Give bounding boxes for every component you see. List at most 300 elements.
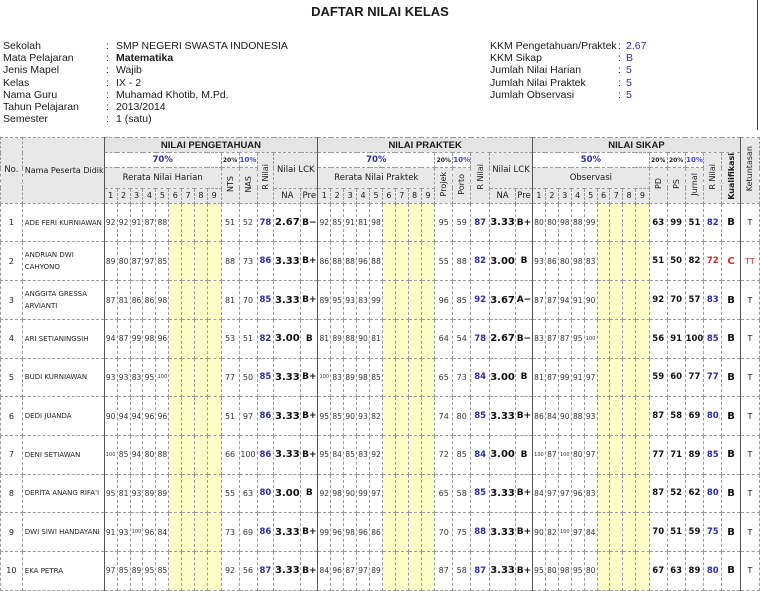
pengetahuan-predikat[interactable]: B+ xyxy=(301,435,318,474)
k-score-cell[interactable] xyxy=(421,242,435,281)
p-score-cell[interactable] xyxy=(182,397,195,436)
k-score-cell[interactable] xyxy=(421,203,435,242)
p-score-cell[interactable]: 98 xyxy=(143,319,156,358)
nts-cell[interactable]: 73 xyxy=(221,513,239,552)
ketuntasan-cell[interactable]: T xyxy=(740,474,759,513)
s-score-cell[interactable] xyxy=(635,358,649,397)
pd-cell[interactable]: 92 xyxy=(649,281,667,320)
praktek-rnilai[interactable]: 78 xyxy=(471,319,490,358)
k-score-cell[interactable]: 99 xyxy=(318,513,331,552)
p-score-cell[interactable] xyxy=(207,435,221,474)
p-score-cell[interactable]: 99 xyxy=(130,319,143,358)
p-score-cell[interactable]: 93 xyxy=(117,513,130,552)
pengetahuan-predikat[interactable]: B+ xyxy=(301,551,318,590)
s-score-cell[interactable]: 90 xyxy=(532,513,545,552)
k-score-cell[interactable] xyxy=(408,358,421,397)
ketuntasan-cell[interactable]: T xyxy=(740,397,759,436)
k-score-cell[interactable] xyxy=(421,513,435,552)
s-score-cell[interactable] xyxy=(610,474,623,513)
k-score-cell[interactable] xyxy=(421,319,435,358)
kualifikasi-cell[interactable]: C xyxy=(722,242,741,281)
s-score-cell[interactable]: 88 xyxy=(571,203,584,242)
pengetahuan-rnilai[interactable]: 87 xyxy=(257,551,274,590)
s-score-cell[interactable] xyxy=(610,358,623,397)
p-score-cell[interactable]: 85 xyxy=(117,551,130,590)
nts-cell[interactable]: 53 xyxy=(221,319,239,358)
k-score-cell[interactable] xyxy=(382,242,395,281)
s-score-cell[interactable]: 91 xyxy=(571,281,584,320)
s-score-cell[interactable] xyxy=(623,242,636,281)
ketuntasan-cell[interactable]: T xyxy=(740,435,759,474)
s-score-cell[interactable]: 97 xyxy=(558,474,571,513)
pd-cell[interactable]: 87 xyxy=(649,474,667,513)
p-score-cell[interactable]: 87 xyxy=(104,281,117,320)
k-score-cell[interactable]: 89 xyxy=(318,281,331,320)
pd-cell[interactable]: 51 xyxy=(649,242,667,281)
p-score-cell[interactable] xyxy=(207,474,221,513)
p-score-cell[interactable] xyxy=(169,474,182,513)
projek-cell[interactable]: 72 xyxy=(435,435,453,474)
jurnal-cell[interactable]: 57 xyxy=(685,281,704,320)
s-score-cell[interactable] xyxy=(635,319,649,358)
nts-cell[interactable]: 55 xyxy=(221,474,239,513)
praktek-na[interactable]: 3.00 xyxy=(490,242,516,281)
s-score-cell[interactable] xyxy=(623,435,636,474)
s-score-cell[interactable] xyxy=(635,551,649,590)
s-score-cell[interactable]: 87 xyxy=(558,319,571,358)
s-score-cell[interactable]: 80 xyxy=(545,551,558,590)
k-score-cell[interactable] xyxy=(421,551,435,590)
p-score-cell[interactable]: 100 xyxy=(156,358,169,397)
p-score-cell[interactable] xyxy=(194,551,207,590)
k-score-cell[interactable] xyxy=(408,474,421,513)
k-score-cell[interactable]: 85 xyxy=(344,435,357,474)
k-score-cell[interactable]: 83 xyxy=(357,281,370,320)
ps-cell[interactable]: 70 xyxy=(667,281,685,320)
k-score-cell[interactable]: 93 xyxy=(357,397,370,436)
s-score-cell[interactable]: 97 xyxy=(571,513,584,552)
s-score-cell[interactable]: 83 xyxy=(584,474,597,513)
s-score-cell[interactable]: 86 xyxy=(532,397,545,436)
p-score-cell[interactable]: 85 xyxy=(156,551,169,590)
praktek-predikat[interactable]: B+ xyxy=(516,474,533,513)
k-score-cell[interactable]: 100 xyxy=(318,358,331,397)
k-score-cell[interactable]: 89 xyxy=(344,358,357,397)
s-score-cell[interactable]: 84 xyxy=(545,397,558,436)
pengetahuan-na[interactable]: 3.00 xyxy=(274,474,301,513)
p-score-cell[interactable] xyxy=(207,281,221,320)
p-score-cell[interactable]: 80 xyxy=(143,435,156,474)
s-score-cell[interactable] xyxy=(597,242,610,281)
projek-cell[interactable]: 95 xyxy=(435,203,453,242)
praktek-na[interactable]: 3.33 xyxy=(490,513,516,552)
praktek-predikat[interactable]: A− xyxy=(516,281,533,320)
s-score-cell[interactable]: 88 xyxy=(571,397,584,436)
p-score-cell[interactable]: 94 xyxy=(104,319,117,358)
s-score-cell[interactable]: 84 xyxy=(584,513,597,552)
sikap-rnilai[interactable]: 80 xyxy=(704,551,722,590)
p-score-cell[interactable] xyxy=(207,551,221,590)
porto-cell[interactable]: 54 xyxy=(453,319,471,358)
k-score-cell[interactable] xyxy=(395,358,408,397)
s-score-cell[interactable] xyxy=(610,281,623,320)
projek-cell[interactable]: 87 xyxy=(435,551,453,590)
p-score-cell[interactable] xyxy=(182,319,195,358)
nts-cell[interactable]: 77 xyxy=(221,358,239,397)
pengetahuan-rnilai[interactable]: 80 xyxy=(257,474,274,513)
p-score-cell[interactable] xyxy=(194,242,207,281)
k-score-cell[interactable] xyxy=(382,358,395,397)
s-score-cell[interactable]: 83 xyxy=(584,242,597,281)
ps-cell[interactable]: 51 xyxy=(667,513,685,552)
porto-cell[interactable]: 85 xyxy=(453,435,471,474)
ketuntasan-cell[interactable]: T xyxy=(740,358,759,397)
k-score-cell[interactable] xyxy=(421,474,435,513)
k-score-cell[interactable]: 95 xyxy=(318,397,331,436)
s-score-cell[interactable]: 90 xyxy=(584,281,597,320)
praktek-predikat[interactable]: B+ xyxy=(516,203,533,242)
nas-cell[interactable]: 50 xyxy=(239,358,257,397)
k-score-cell[interactable]: 81 xyxy=(370,319,383,358)
praktek-predikat[interactable]: B+ xyxy=(516,397,533,436)
s-score-cell[interactable] xyxy=(623,474,636,513)
k-score-cell[interactable] xyxy=(421,397,435,436)
s-score-cell[interactable]: 80 xyxy=(571,435,584,474)
s-score-cell[interactable] xyxy=(597,397,610,436)
s-score-cell[interactable]: 95 xyxy=(571,551,584,590)
k-score-cell[interactable]: 99 xyxy=(357,474,370,513)
pengetahuan-rnilai[interactable]: 85 xyxy=(257,358,274,397)
pengetahuan-na[interactable]: 3.33 xyxy=(274,513,301,552)
k-score-cell[interactable]: 86 xyxy=(370,513,383,552)
p-score-cell[interactable] xyxy=(194,281,207,320)
p-score-cell[interactable]: 87 xyxy=(143,203,156,242)
praktek-rnilai[interactable]: 85 xyxy=(471,397,490,436)
nts-cell[interactable]: 51 xyxy=(221,397,239,436)
jurnal-cell[interactable]: 82 xyxy=(685,242,704,281)
p-score-cell[interactable]: 100 xyxy=(130,513,143,552)
nas-cell[interactable]: 100 xyxy=(239,435,257,474)
p-score-cell[interactable] xyxy=(169,281,182,320)
p-score-cell[interactable] xyxy=(182,358,195,397)
ps-cell[interactable]: 63 xyxy=(667,551,685,590)
projek-cell[interactable]: 65 xyxy=(435,358,453,397)
projek-cell[interactable]: 65 xyxy=(435,474,453,513)
p-score-cell[interactable] xyxy=(194,397,207,436)
kualifikasi-cell[interactable]: B xyxy=(722,358,741,397)
k-score-cell[interactable]: 90 xyxy=(357,319,370,358)
nts-cell[interactable]: 92 xyxy=(221,551,239,590)
sikap-rnilai[interactable]: 85 xyxy=(704,319,722,358)
kualifikasi-cell[interactable]: B xyxy=(722,203,741,242)
p-score-cell[interactable] xyxy=(169,242,182,281)
s-score-cell[interactable] xyxy=(610,397,623,436)
porto-cell[interactable]: 58 xyxy=(453,551,471,590)
praktek-na[interactable]: 3.33 xyxy=(490,474,516,513)
s-score-cell[interactable]: 80 xyxy=(584,551,597,590)
nas-cell[interactable]: 56 xyxy=(239,551,257,590)
p-score-cell[interactable]: 86 xyxy=(143,281,156,320)
s-score-cell[interactable] xyxy=(597,435,610,474)
pd-cell[interactable]: 77 xyxy=(649,435,667,474)
pengetahuan-rnilai[interactable]: 86 xyxy=(257,397,274,436)
s-score-cell[interactable]: 87 xyxy=(545,358,558,397)
p-score-cell[interactable] xyxy=(207,397,221,436)
p-score-cell[interactable]: 84 xyxy=(156,513,169,552)
s-score-cell[interactable] xyxy=(623,397,636,436)
pengetahuan-predikat[interactable]: B xyxy=(301,319,318,358)
nts-cell[interactable]: 81 xyxy=(221,281,239,320)
p-score-cell[interactable]: 100 xyxy=(104,435,117,474)
s-score-cell[interactable] xyxy=(623,513,636,552)
k-score-cell[interactable] xyxy=(382,281,395,320)
p-score-cell[interactable]: 93 xyxy=(104,358,117,397)
p-score-cell[interactable] xyxy=(182,513,195,552)
pengetahuan-na[interactable]: 3.33 xyxy=(274,551,301,590)
praktek-predikat[interactable]: B xyxy=(516,242,533,281)
jurnal-cell[interactable]: 69 xyxy=(685,397,704,436)
k-score-cell[interactable] xyxy=(408,242,421,281)
ps-cell[interactable]: 91 xyxy=(667,319,685,358)
s-score-cell[interactable]: 87 xyxy=(532,281,545,320)
p-score-cell[interactable]: 95 xyxy=(143,551,156,590)
p-score-cell[interactable] xyxy=(194,474,207,513)
ketuntasan-cell[interactable]: T xyxy=(740,551,759,590)
p-score-cell[interactable]: 93 xyxy=(130,474,143,513)
k-score-cell[interactable]: 82 xyxy=(370,397,383,436)
p-score-cell[interactable]: 85 xyxy=(156,242,169,281)
k-score-cell[interactable]: 85 xyxy=(331,203,344,242)
pengetahuan-predikat[interactable]: B+ xyxy=(301,513,318,552)
p-score-cell[interactable] xyxy=(169,435,182,474)
jurnal-cell[interactable]: 77 xyxy=(685,358,704,397)
jurnal-cell[interactable]: 89 xyxy=(685,435,704,474)
s-score-cell[interactable] xyxy=(635,474,649,513)
k-score-cell[interactable] xyxy=(382,551,395,590)
k-score-cell[interactable] xyxy=(421,358,435,397)
pengetahuan-na[interactable]: 3.00 xyxy=(274,319,301,358)
p-score-cell[interactable] xyxy=(194,513,207,552)
k-score-cell[interactable] xyxy=(408,319,421,358)
s-score-cell[interactable]: 95 xyxy=(571,319,584,358)
pengetahuan-predikat[interactable]: B+ xyxy=(301,242,318,281)
k-score-cell[interactable] xyxy=(395,203,408,242)
pengetahuan-na[interactable]: 3.33 xyxy=(274,358,301,397)
praktek-na[interactable]: 3.33 xyxy=(490,397,516,436)
praktek-predikat[interactable]: B+ xyxy=(516,551,533,590)
p-score-cell[interactable] xyxy=(194,319,207,358)
p-score-cell[interactable] xyxy=(169,551,182,590)
p-score-cell[interactable]: 94 xyxy=(117,397,130,436)
p-score-cell[interactable] xyxy=(169,358,182,397)
pengetahuan-predikat[interactable]: B xyxy=(301,474,318,513)
p-score-cell[interactable]: 83 xyxy=(130,358,143,397)
porto-cell[interactable]: 85 xyxy=(453,281,471,320)
praktek-predikat[interactable]: B+ xyxy=(516,513,533,552)
k-score-cell[interactable]: 96 xyxy=(357,242,370,281)
k-score-cell[interactable]: 88 xyxy=(344,319,357,358)
pengetahuan-na[interactable]: 3.33 xyxy=(274,242,301,281)
k-score-cell[interactable]: 96 xyxy=(331,551,344,590)
p-score-cell[interactable]: 80 xyxy=(117,242,130,281)
projek-cell[interactable]: 55 xyxy=(435,242,453,281)
sikap-rnilai[interactable]: 77 xyxy=(704,358,722,397)
s-score-cell[interactable] xyxy=(597,513,610,552)
k-score-cell[interactable] xyxy=(421,435,435,474)
p-score-cell[interactable] xyxy=(194,203,207,242)
s-score-cell[interactable]: 97 xyxy=(545,474,558,513)
nts-cell[interactable]: 66 xyxy=(221,435,239,474)
ketuntasan-cell[interactable]: T xyxy=(740,203,759,242)
ps-cell[interactable]: 52 xyxy=(667,474,685,513)
p-score-cell[interactable]: 93 xyxy=(117,358,130,397)
k-score-cell[interactable] xyxy=(395,397,408,436)
k-score-cell[interactable]: 83 xyxy=(357,435,370,474)
k-score-cell[interactable] xyxy=(382,203,395,242)
praktek-na[interactable]: 3.00 xyxy=(490,358,516,397)
s-score-cell[interactable] xyxy=(610,319,623,358)
k-score-cell[interactable]: 97 xyxy=(370,474,383,513)
p-score-cell[interactable] xyxy=(207,203,221,242)
praktek-na[interactable]: 3.67 xyxy=(490,281,516,320)
ps-cell[interactable]: 71 xyxy=(667,435,685,474)
p-score-cell[interactable]: 96 xyxy=(143,513,156,552)
k-score-cell[interactable] xyxy=(395,242,408,281)
praktek-rnilai[interactable]: 85 xyxy=(471,474,490,513)
s-score-cell[interactable] xyxy=(597,551,610,590)
jurnal-cell[interactable]: 62 xyxy=(685,474,704,513)
s-score-cell[interactable] xyxy=(635,435,649,474)
k-score-cell[interactable]: 84 xyxy=(318,551,331,590)
p-score-cell[interactable]: 90 xyxy=(104,397,117,436)
s-score-cell[interactable]: 98 xyxy=(571,242,584,281)
p-score-cell[interactable] xyxy=(182,242,195,281)
k-score-cell[interactable]: 87 xyxy=(344,551,357,590)
k-score-cell[interactable] xyxy=(395,513,408,552)
k-score-cell[interactable]: 98 xyxy=(344,513,357,552)
kualifikasi-cell[interactable]: B xyxy=(722,435,741,474)
praktek-predikat[interactable]: B xyxy=(516,435,533,474)
k-score-cell[interactable]: 98 xyxy=(331,474,344,513)
p-score-cell[interactable]: 91 xyxy=(130,203,143,242)
s-score-cell[interactable]: 100 xyxy=(584,319,597,358)
pengetahuan-rnilai[interactable]: 85 xyxy=(257,281,274,320)
k-score-cell[interactable]: 91 xyxy=(344,203,357,242)
jurnal-cell[interactable]: 51 xyxy=(685,203,704,242)
pengetahuan-predikat[interactable]: B+ xyxy=(301,397,318,436)
k-score-cell[interactable]: 92 xyxy=(370,435,383,474)
porto-cell[interactable]: 88 xyxy=(453,242,471,281)
k-score-cell[interactable]: 84 xyxy=(331,435,344,474)
ketuntasan-cell[interactable]: TT xyxy=(740,242,759,281)
praktek-na[interactable]: 3.00 xyxy=(490,435,516,474)
k-score-cell[interactable] xyxy=(395,319,408,358)
p-score-cell[interactable]: 94 xyxy=(130,435,143,474)
p-score-cell[interactable]: 98 xyxy=(156,281,169,320)
pengetahuan-na[interactable]: 3.33 xyxy=(274,397,301,436)
ps-cell[interactable]: 99 xyxy=(667,203,685,242)
k-score-cell[interactable] xyxy=(421,281,435,320)
k-score-cell[interactable] xyxy=(395,551,408,590)
pd-cell[interactable]: 63 xyxy=(649,203,667,242)
p-score-cell[interactable] xyxy=(182,474,195,513)
s-score-cell[interactable] xyxy=(635,513,649,552)
praktek-rnilai[interactable]: 87 xyxy=(471,203,490,242)
sikap-rnilai[interactable]: 80 xyxy=(704,474,722,513)
nas-cell[interactable]: 52 xyxy=(239,203,257,242)
k-score-cell[interactable]: 97 xyxy=(357,551,370,590)
porto-cell[interactable]: 59 xyxy=(453,203,471,242)
p-score-cell[interactable]: 89 xyxy=(104,242,117,281)
praktek-rnilai[interactable]: 87 xyxy=(471,551,490,590)
p-score-cell[interactable]: 89 xyxy=(156,474,169,513)
s-score-cell[interactable]: 90 xyxy=(558,397,571,436)
nas-cell[interactable]: 70 xyxy=(239,281,257,320)
praktek-na[interactable]: 3.33 xyxy=(490,203,516,242)
praktek-rnilai[interactable]: 82 xyxy=(471,242,490,281)
k-score-cell[interactable]: 90 xyxy=(344,474,357,513)
s-score-cell[interactable]: 93 xyxy=(532,242,545,281)
k-score-cell[interactable]: 83 xyxy=(331,358,344,397)
s-score-cell[interactable]: 86 xyxy=(545,242,558,281)
s-score-cell[interactable] xyxy=(597,358,610,397)
pengetahuan-rnilai[interactable]: 82 xyxy=(257,319,274,358)
s-score-cell[interactable] xyxy=(597,474,610,513)
nas-cell[interactable]: 73 xyxy=(239,242,257,281)
nas-cell[interactable]: 51 xyxy=(239,319,257,358)
pengetahuan-na[interactable]: 3.33 xyxy=(274,281,301,320)
nas-cell[interactable]: 63 xyxy=(239,474,257,513)
p-score-cell[interactable] xyxy=(169,319,182,358)
p-score-cell[interactable] xyxy=(207,242,221,281)
s-score-cell[interactable]: 82 xyxy=(545,513,558,552)
s-score-cell[interactable] xyxy=(597,203,610,242)
p-score-cell[interactable]: 92 xyxy=(104,203,117,242)
p-score-cell[interactable] xyxy=(182,203,195,242)
praktek-na[interactable]: 2.67 xyxy=(490,319,516,358)
praktek-na[interactable]: 3.33 xyxy=(490,551,516,590)
p-score-cell[interactable]: 97 xyxy=(143,242,156,281)
k-score-cell[interactable] xyxy=(382,319,395,358)
s-score-cell[interactable] xyxy=(635,242,649,281)
p-score-cell[interactable] xyxy=(207,513,221,552)
s-score-cell[interactable]: 91 xyxy=(571,358,584,397)
p-score-cell[interactable]: 87 xyxy=(130,242,143,281)
nas-cell[interactable]: 97 xyxy=(239,397,257,436)
k-score-cell[interactable]: 86 xyxy=(318,242,331,281)
s-score-cell[interactable]: 80 xyxy=(558,242,571,281)
sikap-rnilai[interactable]: 83 xyxy=(704,281,722,320)
p-score-cell[interactable] xyxy=(207,358,221,397)
sikap-rnilai[interactable]: 75 xyxy=(704,513,722,552)
k-score-cell[interactable] xyxy=(408,281,421,320)
p-score-cell[interactable]: 81 xyxy=(117,474,130,513)
pd-cell[interactable]: 67 xyxy=(649,551,667,590)
p-score-cell[interactable] xyxy=(182,551,195,590)
p-score-cell[interactable] xyxy=(169,513,182,552)
p-score-cell[interactable]: 96 xyxy=(156,319,169,358)
pd-cell[interactable]: 87 xyxy=(649,397,667,436)
pengetahuan-rnilai[interactable]: 86 xyxy=(257,513,274,552)
s-score-cell[interactable]: 94 xyxy=(558,281,571,320)
s-score-cell[interactable]: 80 xyxy=(545,203,558,242)
s-score-cell[interactable] xyxy=(610,203,623,242)
s-score-cell[interactable] xyxy=(623,281,636,320)
k-score-cell[interactable]: 85 xyxy=(331,397,344,436)
p-score-cell[interactable]: 88 xyxy=(156,435,169,474)
sikap-rnilai[interactable]: 80 xyxy=(704,397,722,436)
pengetahuan-na[interactable]: 2.67 xyxy=(274,203,301,242)
